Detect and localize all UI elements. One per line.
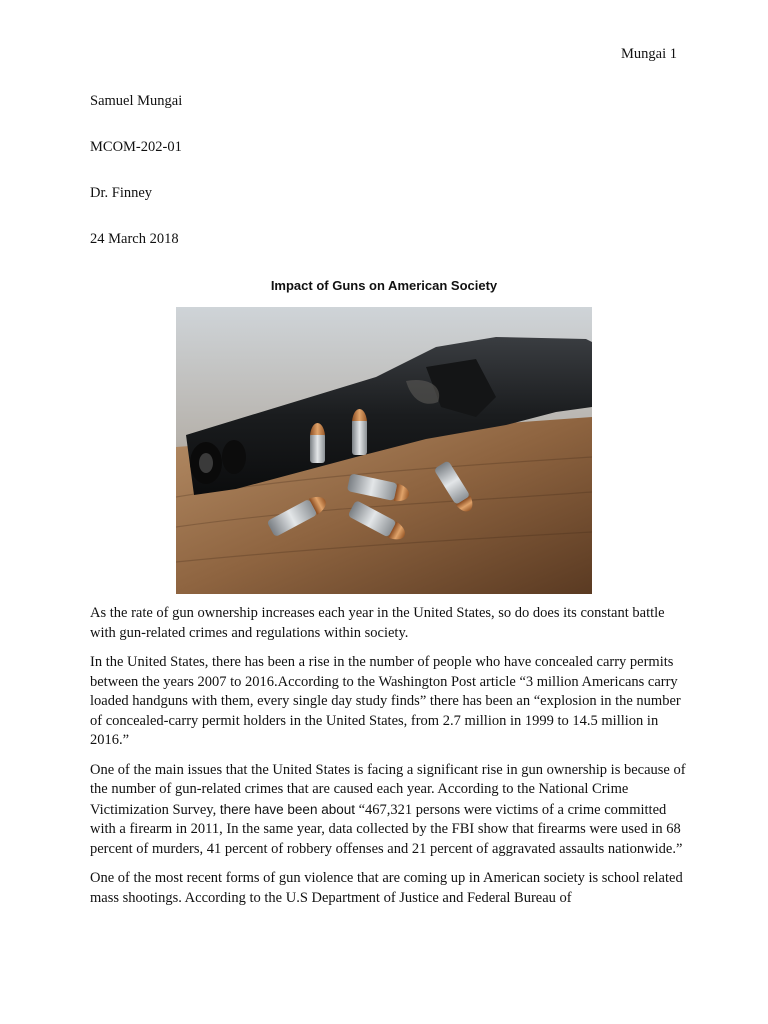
document-date: 24 March 2018 [90, 231, 179, 247]
document-title: Impact of Guns on American Society [270, 278, 498, 293]
page-header: Mungai 1 [621, 46, 677, 62]
course-code: MCOM-202-01 [90, 139, 182, 155]
author-name: Samuel Mungai [90, 93, 183, 109]
paragraph-1: As the rate of gun ownership increases each year in the United States, so do does its constant battle with gun-related crimes and regulations within society. [90, 605, 665, 641]
handgun-photo [176, 307, 592, 594]
paragraph-4: One of the most recent forms of gun violence that are coming up in American society is school related mass shootings. According to the U.S Department of Justice and Federal Bureau of [90, 870, 683, 906]
paragraph-2: In the United States, there has been a rise in the number of people who have concealed carry permits between the years 2007 to 2016.According to the Washington Post article “3 million Americans carry loaded handguns with them, every single day study finds” there has been an “explosion in the number of concealed-carry permit holders in the United States, from 2.7 million in 1999 to 14.5 million in 2016.” [90, 654, 681, 748]
paragraph-3 [90, 761, 690, 860]
paragraph-3-part-b: there have been about [219, 801, 355, 817]
instructor-name: Dr. Finney [90, 185, 153, 201]
paragraph-3-part-c: “467,321 persons were victims of a crime committed with a firearm in 2011, In the same year, data collected by the FBI show that firearms were used in 68 percent of murders, 41 percent of robbery offenses and 21 percent of aggravated assaults nationwide.” [90, 801, 683, 857]
paragraph-3-part-a: One of the main issues that the United States is facing a significant rise in gun ownership is because of the number of gun-related crimes that are caused each year. According to the National Crime Victimization Survey, [90, 761, 686, 818]
essay-body [90, 604, 690, 918]
